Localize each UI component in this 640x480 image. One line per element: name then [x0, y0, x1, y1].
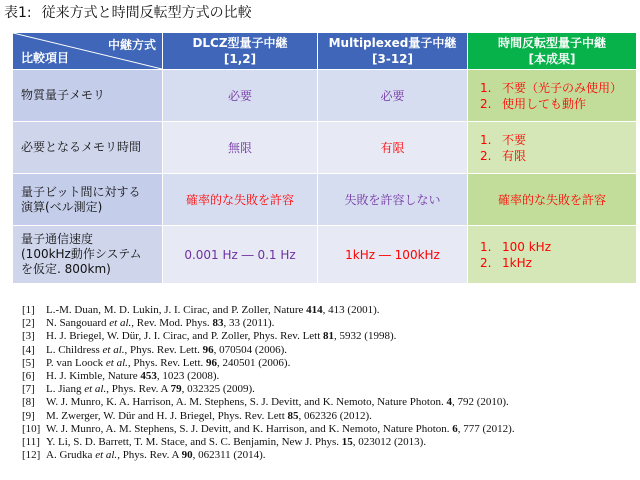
row-label-bell-measurement: 量子ビット間に対する 演算(ベル測定)	[13, 174, 163, 226]
cell-proposed-memory	[468, 70, 637, 122]
corner-method-label: 中継方式	[107, 38, 156, 52]
cell-dlcz-memory-time: 無限	[163, 122, 318, 174]
reference-item: [6] H. J. Kimble, Nature 453, 1023 (2008).	[22, 369, 220, 382]
reference-item: [5] P. van Loock et al., Phys. Rev. Lett. 96, 240501 (2006).	[22, 356, 291, 369]
reference-item: [1] L.-M. Duan, M. D. Lukin, J. I. Cirac, and P. Zoller, Nature 414, 413 (2001).	[22, 304, 380, 316]
header-multiplexed: Multiplexed量子中継 [3-12]	[318, 33, 468, 70]
reference-item: [7] L. Jiang et al., Phys. Rev. A 79, 032325 (2009).	[22, 383, 255, 396]
cell-proposed-rate	[468, 226, 637, 284]
cell-proposed-bell: 確率的な失敗を許容	[468, 174, 637, 226]
caption-number: 表1:	[4, 5, 32, 21]
list-item: 2. 有限	[480, 148, 527, 163]
caption-title: 従来方式と時間反転型方式の比較	[41, 5, 252, 21]
row-label-memory: 物質量子メモリ	[13, 70, 163, 122]
reference-item: [12] A. Grudka et al., Phys. Rev. A 90, 062311 (2014).	[22, 449, 266, 462]
list-item: 2. 1kHz	[480, 255, 532, 270]
table-caption	[4, 3, 252, 23]
reference-item: [11] Y. Li, S. D. Barrett, T. M. Stace, and S. C. Benjamin, New J. Phys. 15, 023012 (2013).	[22, 435, 427, 448]
corner-item-label: 比較項目	[21, 51, 70, 65]
reference-item: [2] N. Sangouard et al., Rev. Mod. Phys. 83, 33 (2011).	[22, 317, 275, 330]
header-dlcz: DLCZ型量子中継 [1,2]	[163, 33, 318, 70]
header-row	[13, 33, 637, 70]
cell-multiplexed-memory-time: 有限	[318, 122, 468, 174]
cell-proposed-memory-time	[468, 122, 637, 174]
reference-item: [3] H. J. Briegel, W. Dür, J. I. Cirac, and P. Zoller, Phys. Rev. Lett 81, 5932 (1998).	[22, 330, 397, 343]
list-item: 2. 使用しても動作	[480, 96, 587, 111]
row-label-rate: 量子通信速度 (100kHz動作システム を仮定. 800km)	[13, 226, 163, 284]
row-label-memory-time: 必要となるメモリ時間	[13, 122, 163, 174]
list-item: 1. 不要（光子のみ使用）	[480, 80, 623, 95]
reference-item: [9] M. Zwerger, W. Dür and H. J. Briegel, Phys. Rev. Lett 85, 062326 (2012).	[22, 409, 372, 422]
cell-dlcz-bell: 確率的な失敗を許容	[163, 174, 318, 226]
cell-multiplexed-bell: 失敗を許容しない	[318, 174, 468, 226]
list-item: 1. 不要	[480, 132, 527, 147]
cell-dlcz-rate: 0.001 Hz ― 0.1 Hz	[163, 226, 318, 284]
header-proposed: 時間反転型量子中継 [本成果]	[468, 33, 637, 70]
reference-list	[22, 304, 632, 462]
table-row	[13, 122, 637, 174]
comparison-table	[12, 32, 637, 284]
table-row	[13, 174, 637, 226]
list-item: 1. 100 kHz	[480, 239, 551, 254]
header-corner-cell	[13, 33, 163, 70]
reference-item: [4] L. Childress et al., Phys. Rev. Lett. 96, 070504 (2006).	[22, 343, 287, 356]
reference-item: [8] W. J. Munro, K. A. Harrison, A. M. Stephens, S. J. Devitt, and K. Nemoto, Nature Photon. 4, 792 (2010).	[22, 396, 509, 409]
cell-multiplexed-memory: 必要	[318, 70, 468, 122]
cell-multiplexed-rate: 1kHz ― 100kHz	[318, 226, 468, 284]
table-row	[13, 226, 637, 284]
cell-dlcz-memory: 必要	[163, 70, 318, 122]
table-row	[13, 70, 637, 122]
reference-item: [10] W. J. Munro, A. M. Stephens, S. J. Devitt, and K. Harrison, and K. Nemoto, Nature Photon. 6, 777 (2012).	[22, 422, 515, 435]
